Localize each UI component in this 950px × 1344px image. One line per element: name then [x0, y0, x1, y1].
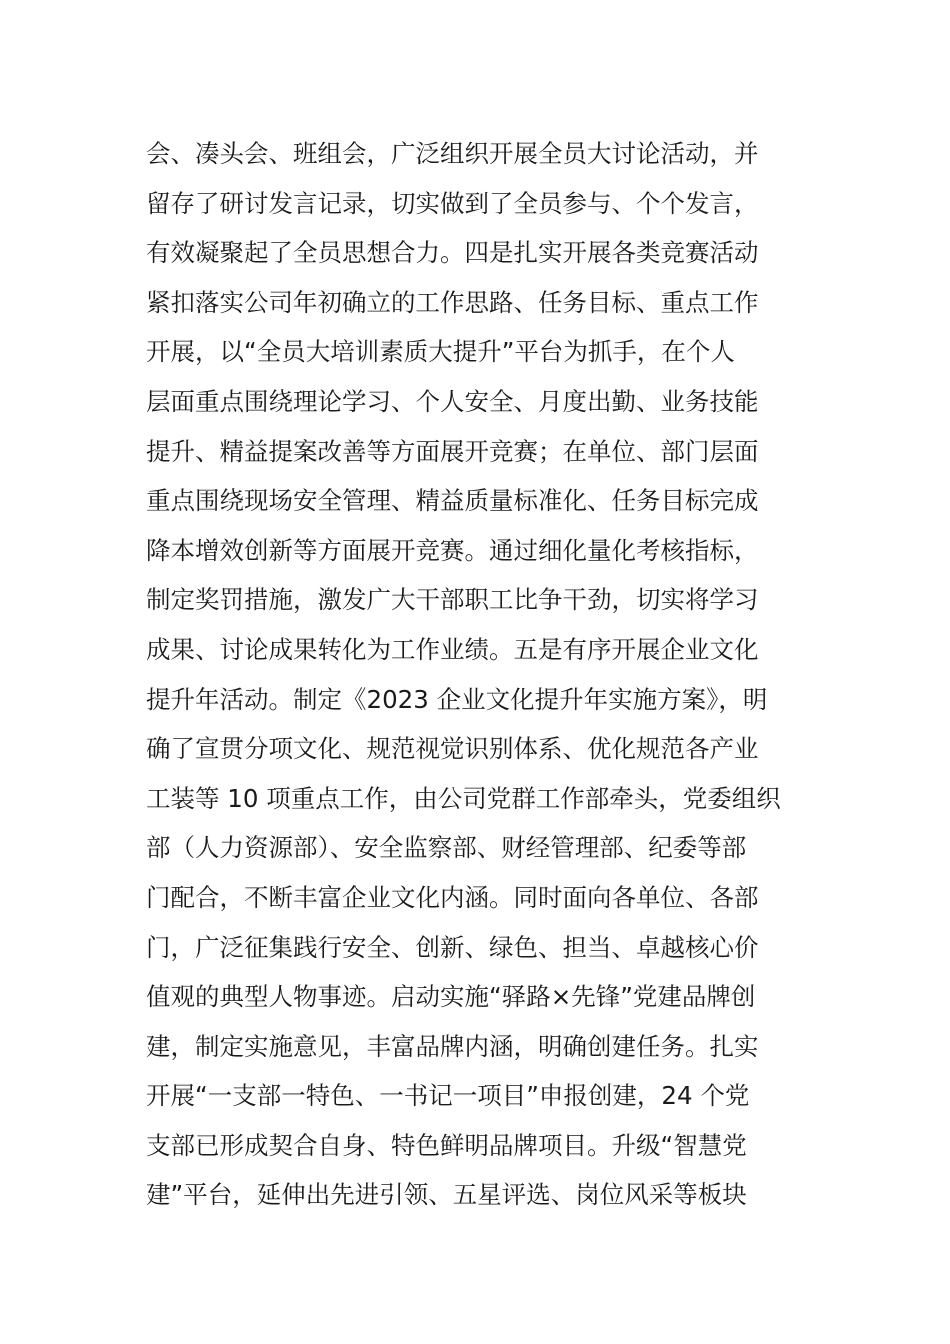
text-line: 提升、精益提案改善等方面展开竞赛；在单位、部门层面 — [146, 436, 759, 466]
text-line: 工装等 10 项重点工作，由公司党群工作部牵头，党委组织 — [146, 783, 781, 813]
text-line: 开展，以“全员大培训素质大提升”平台为抓手，在个人 — [146, 337, 735, 367]
text-line: 支部已形成契合自身、特色鲜明品牌项目。升级“智慧党 — [146, 1130, 747, 1160]
text-line: 门，广泛征集践行安全、创新、绿色、担当、卓越核心价 — [146, 932, 759, 962]
text-line: 制定奖罚措施，激发广大干部职工比争干劲，切实将学习 — [146, 585, 759, 615]
text-line: 降本增效创新等方面展开竞赛。通过细化量化考核指标， — [146, 535, 759, 565]
text-line: 门配合，不断丰富企业文化内涵。同时面向各单位、各部 — [146, 882, 759, 912]
text-line: 成果、讨论成果转化为工作业绩。五是有序开展企业文化 — [146, 634, 759, 664]
text-line: 提升年活动。制定《2023 企业文化提升年实施方案》，明 — [146, 684, 768, 714]
text-line: 留存了研讨发言记录，切实做到了全员参与、个个发言， — [146, 188, 759, 218]
text-line: 建”平台，延伸出先进引领、五星评选、岗位风采等板块 — [146, 1180, 747, 1210]
text-line: 建，制定实施意见，丰富品牌内涵，明确创建任务。扎实 — [146, 1031, 759, 1061]
text-line: 有效凝聚起了全员思想合力。四是扎实开展各类竞赛活动 — [146, 238, 759, 268]
text-line: 值观的典型人物事迹。启动实施“驿路×先锋”党建品牌创 — [146, 982, 756, 1012]
text-line: 确了宣贯分项文化、规范视觉识别体系、优化规范各产业 — [146, 734, 759, 764]
body-text — [146, 129, 816, 1220]
text-line: 层面重点围绕理论学习、个人安全、月度出勤、业务技能 — [146, 386, 759, 416]
text-line: 会、凑头会、班组会，广泛组织开展全员大讨论活动，并 — [146, 139, 759, 168]
text-line: 重点围绕现场安全管理、精益质量标准化、任务目标完成 — [146, 486, 759, 516]
text-line: 紧扣落实公司年初确立的工作思路、任务目标、重点工作 — [146, 287, 759, 317]
text-line: 开展“一支部一特色、一书记一项目”申报创建，24 个党 — [146, 1081, 750, 1111]
text-line: 部（人力资源部）、安全监察部、财经管理部、纪委等部 — [146, 833, 747, 863]
